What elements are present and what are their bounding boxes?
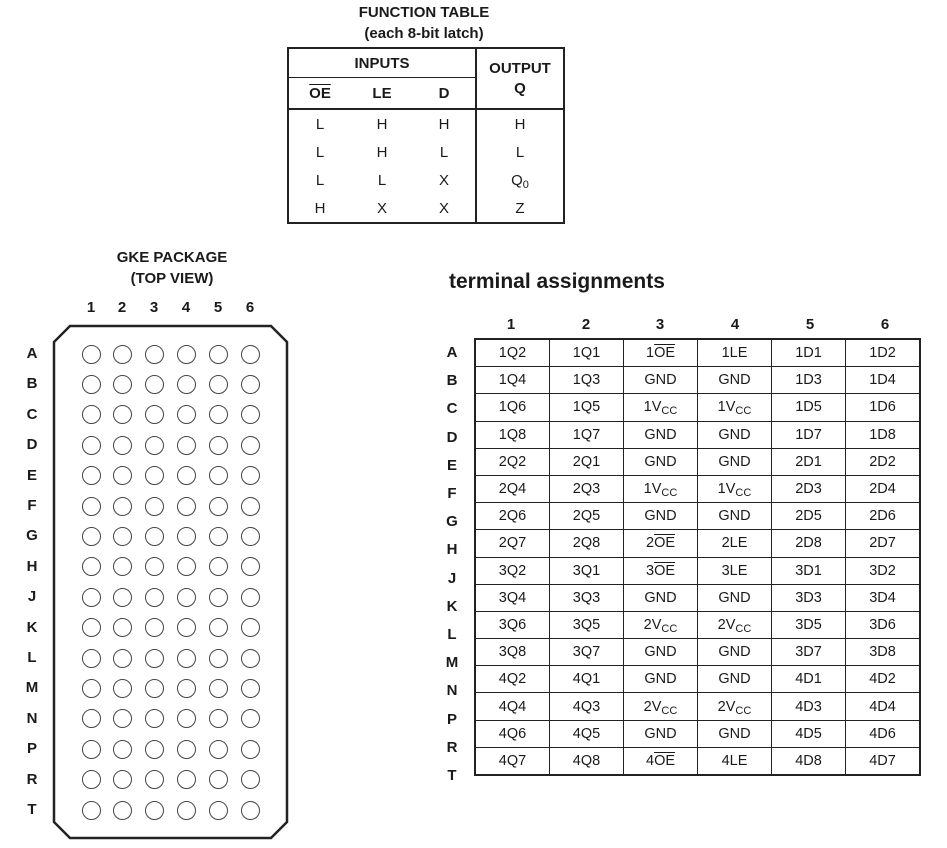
package-row-label: A <box>26 345 38 362</box>
solder-ball <box>177 497 196 516</box>
terminal-cell: 1D5 <box>772 394 846 421</box>
solder-ball <box>113 345 132 364</box>
terminal-cell: GND <box>698 720 772 747</box>
package-row-label: F <box>27 497 37 514</box>
solder-ball <box>209 770 228 789</box>
solder-ball <box>209 618 228 637</box>
terminal-row-label: G <box>446 513 458 531</box>
solder-ball <box>241 497 260 516</box>
solder-ball <box>145 679 164 698</box>
terminal-cell: 2D3 <box>772 475 846 502</box>
solder-ball <box>241 618 260 637</box>
terminal-cell: 2Q4 <box>475 475 550 502</box>
solder-ball <box>241 375 260 394</box>
solder-ball <box>209 557 228 576</box>
terminal-cell: 3Q6 <box>475 611 550 638</box>
solder-ball <box>82 709 101 728</box>
solder-ball <box>145 740 164 759</box>
package-row-label: T <box>27 801 37 818</box>
table-cell: X <box>438 171 449 189</box>
overline-text: $\overline{OE}$ <box>654 535 676 552</box>
package-column-label: 2 <box>117 299 127 316</box>
table-row <box>475 747 920 775</box>
solder-ball <box>145 497 164 516</box>
terminal-cell: GND <box>698 584 772 611</box>
terminal-cell: 2Q3 <box>550 475 624 502</box>
solder-ball <box>82 405 101 424</box>
solder-ball <box>145 436 164 455</box>
solder-ball <box>82 679 101 698</box>
table-row <box>475 639 920 666</box>
terminal-row-label: R <box>446 738 458 756</box>
terminal-cell: 2D4 <box>846 475 921 502</box>
terminal-cell: 3D8 <box>846 639 921 666</box>
terminal-cell: 1Q1 <box>550 339 624 367</box>
terminal-table <box>474 338 921 776</box>
terminal-cell: $1\overline{OE}$ <box>624 339 698 367</box>
terminal-row-label: T <box>447 767 457 784</box>
table-row <box>475 720 920 747</box>
terminal-cell: 1LE <box>698 339 772 367</box>
terminal-cell: 4Q4 <box>475 693 550 720</box>
table-cell: H <box>376 115 388 133</box>
solder-ball <box>177 436 196 455</box>
solder-ball <box>113 375 132 394</box>
table-cell: Z <box>476 194 564 223</box>
solder-ball <box>82 588 101 607</box>
table-cell: L <box>288 109 351 138</box>
terminal-cell: 3Q5 <box>550 611 624 638</box>
package-row-label: K <box>26 618 38 636</box>
solder-ball <box>82 770 101 789</box>
table-cell: H <box>476 109 564 138</box>
table-row <box>475 584 920 611</box>
terminal-cell: 2D1 <box>772 448 846 475</box>
terminal-cell: 2Q1 <box>550 448 624 475</box>
terminal-cell: 2Q2 <box>475 448 550 475</box>
terminal-cell: GND <box>624 639 698 666</box>
terminal-cell: 2Q7 <box>475 530 550 557</box>
solder-ball <box>113 588 132 607</box>
terminal-cell: $2V_{CC}$ <box>624 611 698 638</box>
solder-ball <box>177 466 196 485</box>
terminal-cell: 3D5 <box>772 611 846 638</box>
terminal-column-label: 6 <box>880 316 890 333</box>
terminal-cell: $4\overline{OE}$ <box>624 747 698 775</box>
solder-ball <box>241 557 260 576</box>
terminal-cell: 1Q7 <box>550 421 624 448</box>
solder-ball <box>113 557 132 576</box>
solder-ball <box>209 466 228 485</box>
table-row <box>475 394 920 421</box>
terminal-row-label: L <box>447 626 457 643</box>
subscript-text: CC <box>661 405 678 418</box>
terminal-cell: GND <box>624 421 698 448</box>
terminal-cell: 4Q7 <box>475 747 550 775</box>
terminal-cell: 4Q8 <box>550 747 624 775</box>
col-oe-label: $\overline{OE}$ <box>309 84 331 102</box>
terminal-cell: 1Q3 <box>550 367 624 394</box>
terminal-cell: 1D7 <box>772 421 846 448</box>
table-cell: L <box>377 171 387 189</box>
terminal-cell: $1V_{CC}$ <box>624 475 698 502</box>
solder-ball <box>145 557 164 576</box>
table-row <box>288 109 564 138</box>
terminal-cell: GND <box>624 503 698 530</box>
solder-ball <box>177 405 196 424</box>
terminal-cell: $2V_{CC}$ <box>698 693 772 720</box>
table-row <box>288 138 564 166</box>
solder-ball <box>82 740 101 759</box>
terminal-cell: 4D5 <box>772 720 846 747</box>
table-cell: X <box>413 194 476 223</box>
solder-ball <box>241 801 260 820</box>
package-row-label: C <box>26 405 38 423</box>
subscript-text: CC <box>661 704 678 717</box>
table-row <box>288 194 564 223</box>
terminal-cell: 4D2 <box>846 666 921 693</box>
terminal-cell: 2LE <box>698 530 772 557</box>
terminal-cell: 4Q1 <box>550 666 624 693</box>
terminal-cell: GND <box>698 367 772 394</box>
solder-ball <box>209 375 228 394</box>
solder-ball <box>209 649 228 668</box>
terminal-cell: 2D6 <box>846 503 921 530</box>
function-table-title: FUNCTION TABLE <box>358 4 490 21</box>
package-row-label: D <box>26 436 38 454</box>
terminal-cell: 1Q5 <box>550 394 624 421</box>
solder-ball <box>113 679 132 698</box>
solder-ball <box>177 345 196 364</box>
terminal-cell: 2D5 <box>772 503 846 530</box>
terminal-cell: 4D4 <box>846 693 921 720</box>
table-cell: H <box>376 143 388 161</box>
terminal-row-label: F <box>447 485 457 502</box>
terminal-cell: 1Q6 <box>475 394 550 421</box>
solder-ball <box>209 679 228 698</box>
terminal-cell: GND <box>698 639 772 666</box>
solder-ball <box>177 801 196 820</box>
terminal-row-label: J <box>447 569 457 587</box>
solder-ball <box>113 618 132 637</box>
solder-ball <box>145 649 164 668</box>
package-row-label: L <box>27 649 37 666</box>
terminal-cell: GND <box>698 448 772 475</box>
solder-ball <box>209 588 228 607</box>
terminal-cell: 2D7 <box>846 530 921 557</box>
subscript-text: CC <box>735 487 752 500</box>
solder-ball <box>113 770 132 789</box>
solder-ball <box>241 679 260 698</box>
terminal-cell: 3Q4 <box>475 584 550 611</box>
function-table-subtitle: (each 8-bit latch) <box>364 25 484 42</box>
table-row <box>475 693 920 720</box>
table-row <box>475 448 920 475</box>
solder-ball <box>241 466 260 485</box>
table-row <box>475 530 920 557</box>
solder-ball <box>82 466 101 485</box>
solder-ball <box>209 801 228 820</box>
subscript-text: CC <box>661 622 678 635</box>
solder-ball <box>113 527 132 546</box>
solder-ball <box>177 527 196 546</box>
terminal-cell: GND <box>698 421 772 448</box>
terminal-cell: $1V_{CC}$ <box>624 394 698 421</box>
terminal-cell: GND <box>624 448 698 475</box>
terminal-row-label: E <box>446 456 457 474</box>
terminal-row-label: A <box>446 344 458 361</box>
solder-ball <box>209 497 228 516</box>
terminal-cell: 2D2 <box>846 448 921 475</box>
table-cell: L <box>439 143 449 161</box>
solder-ball <box>177 618 196 637</box>
solder-ball <box>177 740 196 759</box>
terminal-cell: GND <box>624 666 698 693</box>
solder-ball <box>177 709 196 728</box>
table-cell: X <box>351 194 413 223</box>
terminal-cell: 3Q2 <box>475 557 550 584</box>
solder-ball <box>82 497 101 516</box>
package-column-label: 5 <box>213 299 223 316</box>
terminal-cell: 4Q3 <box>550 693 624 720</box>
terminal-cell: $2\overline{OE}$ <box>624 530 698 557</box>
solder-ball <box>82 557 101 576</box>
solder-ball <box>145 405 164 424</box>
solder-ball <box>241 770 260 789</box>
solder-ball <box>209 345 228 364</box>
solder-ball <box>145 345 164 364</box>
solder-ball <box>177 649 196 668</box>
table-row <box>475 367 920 394</box>
terminal-cell: 4D1 <box>772 666 846 693</box>
output-header-label: OUTPUT <box>489 59 551 77</box>
solder-ball <box>177 679 196 698</box>
package-row-label: B <box>26 375 38 393</box>
solder-ball <box>209 709 228 728</box>
table-row <box>475 339 920 367</box>
package-row-label: H <box>26 557 38 575</box>
package-row-label: M <box>25 679 39 697</box>
terminal-cell: GND <box>624 584 698 611</box>
solder-ball <box>82 618 101 637</box>
package-row-label: J <box>27 588 37 606</box>
table-row <box>475 421 920 448</box>
package-column-label: 3 <box>149 299 159 316</box>
solder-ball <box>145 709 164 728</box>
terminal-cell: 1D6 <box>846 394 921 421</box>
subscript-text: CC <box>735 405 752 418</box>
terminal-cell: 4D8 <box>772 747 846 775</box>
package-column-label: 1 <box>86 299 96 316</box>
overline-text: $\overline{OE}$ <box>654 345 676 362</box>
package-column-label: 4 <box>181 299 191 316</box>
terminal-cell: 3D1 <box>772 557 846 584</box>
solder-ball <box>241 527 260 546</box>
terminal-cell: GND <box>624 367 698 394</box>
terminal-cell: 2D8 <box>772 530 846 557</box>
terminal-cell: $1V_{CC}$ <box>698 475 772 502</box>
terminal-cell: 4D7 <box>846 747 921 775</box>
solder-ball <box>177 557 196 576</box>
solder-ball <box>82 801 101 820</box>
terminal-cell: 3Q7 <box>550 639 624 666</box>
terminal-column-label: 4 <box>730 316 740 333</box>
solder-ball <box>82 436 101 455</box>
overline-text: $\overline{OE}$ <box>654 752 676 769</box>
solder-ball <box>209 527 228 546</box>
terminal-cell: 1D1 <box>772 339 846 367</box>
terminal-cell: 3LE <box>698 557 772 584</box>
solder-ball <box>241 740 260 759</box>
subscript-text: CC <box>661 487 678 500</box>
terminal-column-label: 1 <box>506 316 516 333</box>
terminal-row-label: K <box>446 597 458 615</box>
solder-ball <box>145 588 164 607</box>
subscript-text: CC <box>735 622 752 635</box>
solder-ball <box>113 405 132 424</box>
terminal-row-label: P <box>446 710 457 728</box>
terminal-column-label: 5 <box>805 316 815 333</box>
table-cell: $Q_0$ <box>476 166 564 194</box>
terminal-cell: 4LE <box>698 747 772 775</box>
solder-ball <box>241 405 260 424</box>
terminal-cell: 3D6 <box>846 611 921 638</box>
solder-ball <box>113 801 132 820</box>
solder-ball <box>145 375 164 394</box>
terminal-cell: 3D4 <box>846 584 921 611</box>
package-row-label: P <box>26 740 37 758</box>
solder-ball <box>82 345 101 364</box>
terminal-cell: 3D7 <box>772 639 846 666</box>
solder-ball <box>241 436 260 455</box>
solder-ball <box>82 527 101 546</box>
terminal-cell: GND <box>698 666 772 693</box>
terminal-cell: 1D3 <box>772 367 846 394</box>
inputs-header: INPUTS <box>288 48 476 78</box>
solder-ball <box>241 588 260 607</box>
terminal-cell: 3D2 <box>846 557 921 584</box>
package-row-label: N <box>26 709 38 727</box>
solder-ball <box>177 770 196 789</box>
terminal-cell: 1D4 <box>846 367 921 394</box>
solder-ball <box>113 740 132 759</box>
solder-ball <box>145 618 164 637</box>
terminal-cell: 3Q1 <box>550 557 624 584</box>
terminal-cell: 4D3 <box>772 693 846 720</box>
solder-ball <box>82 375 101 394</box>
table-row <box>475 666 920 693</box>
terminal-row-label: C <box>446 400 458 418</box>
terminal-cell: 4D6 <box>846 720 921 747</box>
terminal-cell: 3D3 <box>772 584 846 611</box>
terminal-cell: $2V_{CC}$ <box>698 611 772 638</box>
terminal-cell: 1D8 <box>846 421 921 448</box>
table-cell: L <box>288 166 351 194</box>
solder-ball <box>145 466 164 485</box>
terminal-cell: 3Q3 <box>550 584 624 611</box>
terminal-cell: $2V_{CC}$ <box>624 693 698 720</box>
solder-ball <box>241 345 260 364</box>
table-row <box>288 166 564 194</box>
terminal-row-label: M <box>445 654 459 672</box>
terminal-row-label: N <box>446 682 458 700</box>
table-row <box>475 557 920 584</box>
terminal-cell: 1Q4 <box>475 367 550 394</box>
terminal-cell: 2Q5 <box>550 503 624 530</box>
table-row <box>475 611 920 638</box>
terminal-column-label: 2 <box>581 316 591 333</box>
subscript-text: CC <box>735 704 752 717</box>
table-cell: L <box>288 138 351 166</box>
solder-ball <box>145 527 164 546</box>
terminal-cell: 2Q8 <box>550 530 624 557</box>
col-d: D <box>413 78 476 110</box>
solder-ball <box>113 709 132 728</box>
overline-text: $\overline{OE}$ <box>654 562 676 579</box>
solder-ball <box>209 405 228 424</box>
solder-ball <box>113 497 132 516</box>
solder-ball <box>209 436 228 455</box>
package-row-label: E <box>26 466 37 484</box>
solder-ball <box>209 740 228 759</box>
terminal-cell: $3\overline{OE}$ <box>624 557 698 584</box>
solder-ball <box>177 375 196 394</box>
solder-ball <box>241 649 260 668</box>
solder-ball <box>113 436 132 455</box>
terminal-column-label: 3 <box>655 316 665 333</box>
terminal-cell: 1Q2 <box>475 339 550 367</box>
package-row-label: G <box>26 527 38 545</box>
solder-ball <box>145 770 164 789</box>
terminal-cell: $1V_{CC}$ <box>698 394 772 421</box>
terminal-cell: GND <box>624 720 698 747</box>
terminal-row-label: H <box>446 541 458 559</box>
solder-ball <box>82 649 101 668</box>
terminal-row-label: D <box>446 428 458 446</box>
subscript-text: 0 <box>522 178 529 191</box>
solder-ball <box>113 649 132 668</box>
table-cell: H <box>288 194 351 223</box>
terminal-cell: 4Q2 <box>475 666 550 693</box>
solder-ball <box>177 588 196 607</box>
table-cell: H <box>438 115 450 133</box>
table-row <box>475 503 920 530</box>
terminal-cell: 1D2 <box>846 339 921 367</box>
terminal-assignments-title: terminal assignments <box>449 270 665 293</box>
solder-ball <box>145 801 164 820</box>
solder-ball <box>241 709 260 728</box>
terminal-cell: 3Q8 <box>475 639 550 666</box>
package-subtitle: (TOP VIEW) <box>130 270 214 287</box>
output-header <box>476 48 564 109</box>
col-le: LE <box>351 78 413 110</box>
function-table <box>287 47 565 224</box>
table-cell: L <box>476 138 564 166</box>
solder-ball <box>113 466 132 485</box>
terminal-cell: 2Q6 <box>475 503 550 530</box>
package-row-label: R <box>26 770 38 788</box>
terminal-cell: GND <box>698 503 772 530</box>
terminal-cell: 1Q8 <box>475 421 550 448</box>
package-column-label: 6 <box>245 299 255 316</box>
terminal-cell: 4Q5 <box>550 720 624 747</box>
table-row <box>475 475 920 502</box>
terminal-cell: 4Q6 <box>475 720 550 747</box>
package-title: GKE PACKAGE <box>116 249 228 266</box>
terminal-row-label: B <box>446 372 458 390</box>
output-header-q: Q <box>514 79 526 97</box>
